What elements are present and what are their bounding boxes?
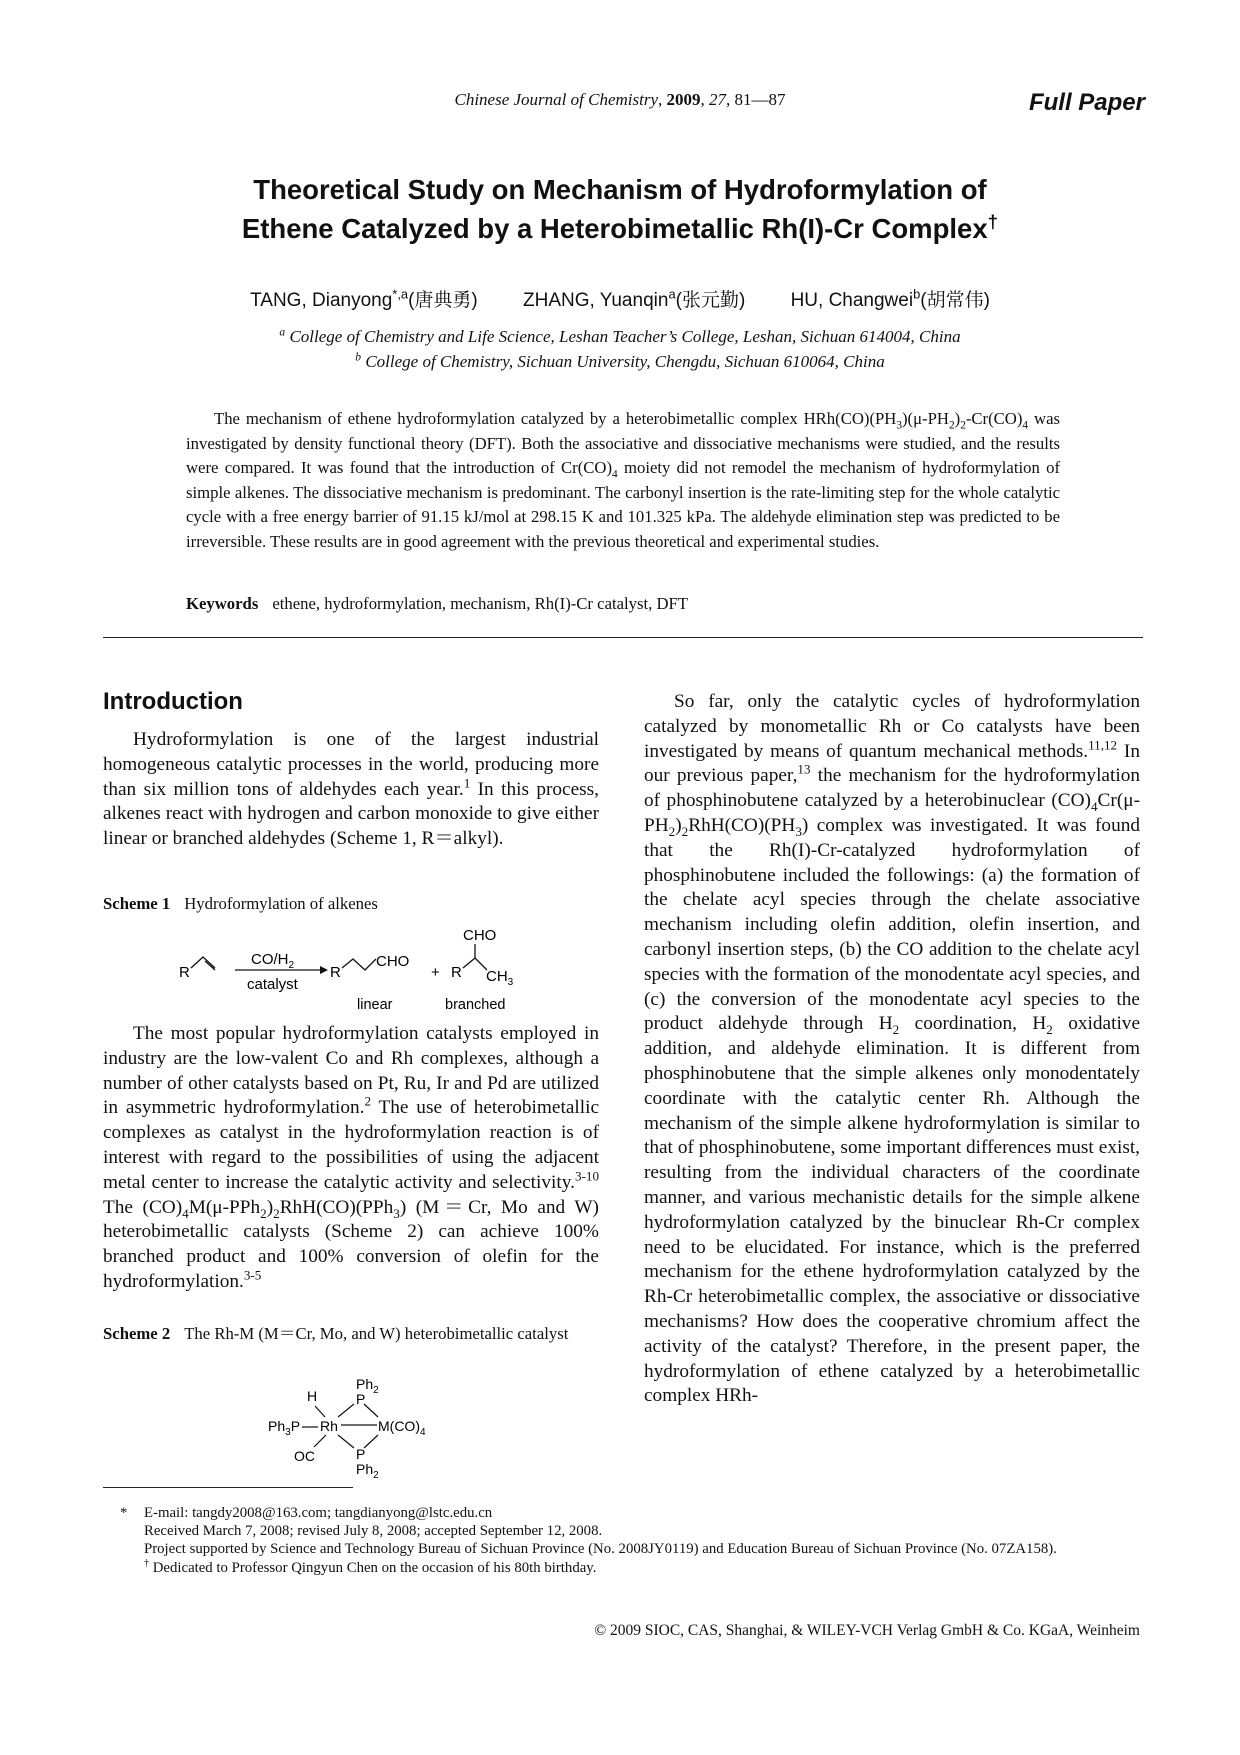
scheme2-ph2-bottom: $Ph_2$ xyxy=(356,1461,379,1481)
affiliation-b: $^b$ College of Chemistry, Sichuan University, Chengdu, Sichuan 610064, China xyxy=(355,349,885,371)
scheme1-branched-chain xyxy=(463,958,487,970)
scheme1-cho-branched: CHO xyxy=(463,927,497,944)
affiliation-a: $^a$ College of Chemistry and Life Science, Leshan Teacher’s College, Leshan, Sichuan 614004, China xyxy=(279,325,961,346)
intro-paragraph-3: So far, only the catalytic cycles of hydroformylation catalyzed by monometallic Rh or Co catalysts have been investigated by means of quantum mechanical methods.$^{11,12}$ In our previous paper,$^{13}$ the mechanism for the hydroformylation of phosphinobutene catalyzed by a heterobinuclear $(CO)_4Cr(\mu-PH_2)_2RhH(CO)(PH_3)$ complex was investigated. It was found that the Rh(I)-Cr-catalyzed hydroformylation of phosphinobutene included the followings: (a) the formation of the chelate acyl species through the chelate associative mechanism including olefin addition, olefin insertion, and carbonyl insertion steps, (b) the CO addition to the chelate acyl species with the formation of the monodentate acyl species, and (c) the conversion of the monodentate acyl species to the product aldehyde through $H_2$ coordination, $H_2$ oxidative addition, and aldehyde elimination. It is different from phosphinobutene that the simple alkenes only monodentately coordinate with the catalytic center Rh. Although the mechanism of the simple alkene hydroformylation is similar to that of phosphinobutene, some important differences must exist, resulting from the individual characters of the coordinate manner, and various mechanistic details for the simple alkene hydroformylation catalyzed by the binuclear Rh-Cr complex need to be elucidated. For instance, which is the preferred mechanism for the ethene hydroformylation catalyzed by the Rh-Cr heterobimetallic complex, the associative or dissociative mechanisms? How does the cooperative chromium affect the activity of the catalyst? Therefore, in the present paper, the hydroformylation of ethene catalyzed by a heterobimetallic complex HRh- xyxy=(644,691,1140,1407)
header-divider xyxy=(103,637,1143,638)
abstract-text: The mechanism of ethene hydroformylation catalyzed by a heterobimetallic complex $HRh(CO)(PH_3)(\mu-PH_2)_2-Cr(CO)_4$ was investigated by density functional theory (DFT). Both the associative and dissociative mechanisms were studied, and the results were compared. It was found that the introduction of $Cr(CO)_4$ moiety did not remodel the mechanism of hydroformylation of simple alkenes. The dissociative mechanism is predominant. The carbonyl insertion is the rate-limiting step for the whole catalytic cycle with a free energy barrier of 91.15 kJ/mol at 298.15 K and 101.325 kPa. The aldehyde elimination step was predicted to be irreversible. These results are in good agreement with the previous theoretical and experimental studies. xyxy=(186,409,1061,551)
scheme1-label: Scheme 1 xyxy=(103,894,171,913)
journal-name: Chinese Journal of Chemistry xyxy=(454,90,658,109)
scheme2-rh: Rh xyxy=(320,1418,338,1434)
scheme1-r-reactant: R xyxy=(179,964,190,981)
abstract xyxy=(186,407,1060,554)
scheme1-r-branched: R xyxy=(451,964,462,981)
scheme1-linear-chain xyxy=(342,959,376,970)
journal-pages: 81—87 xyxy=(734,90,786,109)
keywords-label: Keywords xyxy=(186,594,259,613)
scheme2-ph3p: $Ph_3P$ xyxy=(268,1418,301,1438)
scheme1-label-linear: linear xyxy=(357,997,393,1013)
affiliations xyxy=(120,325,1120,374)
scheme1-reaction-diagram xyxy=(175,928,535,1018)
title-dagger: † xyxy=(987,210,999,232)
scheme1-ch3: $CH_3$ xyxy=(486,968,514,988)
footnote-email: * E-mail: tangdy2008@163.com; tangdianyong@lstc.edu.cn xyxy=(120,1505,493,1521)
scheme2-caption: Scheme 2 The Rh-M (M＝Cr, Mo, and W) heterobimetallic catalyst xyxy=(103,1324,569,1343)
title-line-2: Ethene Catalyzed by a Heterobimetallic Rh(I)-Cr Complex† xyxy=(241,210,999,244)
footnote-dedication: † Dedicated to Professor Qingyun Chen on the occasion of his 80th birthday. xyxy=(144,1557,597,1576)
copyright-notice: © 2009 SIOC, CAS, Shanghai, & WILEY-VCH Verlag GmbH & Co. KGaA, Weinheim xyxy=(594,1622,1140,1639)
section-heading-introduction: Introduction xyxy=(103,688,243,715)
journal-year: 2009 xyxy=(666,90,701,109)
paper-title xyxy=(160,170,1080,248)
author-list xyxy=(120,285,1120,312)
keywords-text: ethene, hydroformylation, mechanism, Rh(I)-Cr catalyst, DFT xyxy=(272,594,689,613)
author-zhang: ZHANG, Yuanqin$^a$(张元勤) xyxy=(523,286,746,311)
footnote-received: Received March 7, 2008; revised July 8, 2008; accepted September 12, 2008. xyxy=(144,1523,603,1540)
journal-citation: Chinese Journal of Chemistry, 2009, 27, 81—87 xyxy=(454,90,786,109)
scheme1-label-branched: branched xyxy=(445,997,506,1013)
keywords xyxy=(186,594,1060,614)
intro-paragraph-1: Hydroformylation is one of the largest industrial homogeneous catalytic processes in the world, producing more than six million tons of aldehydes each year.$^1$ In this process, alkenes react with hydrogen and carbon monoxide to give either linear or branched aldehydes (Scheme 1, R＝alkyl). xyxy=(103,729,599,850)
scheme2-label: Scheme 2 xyxy=(103,1324,171,1343)
scheme2-catalyst-structure xyxy=(260,1375,460,1481)
scheme1-plus: + xyxy=(431,964,440,981)
scheme2-oc: OC xyxy=(294,1448,315,1464)
scheme1-caption: Scheme 1 Hydroformylation of alkenes xyxy=(103,894,378,913)
scheme1-condition: catalyst xyxy=(247,976,298,993)
scheme2-p-top: P xyxy=(356,1391,366,1407)
author-hu: HU, Changwei$^b$(胡常伟) xyxy=(790,286,990,311)
scheme1-cho-linear: CHO xyxy=(376,953,410,970)
footnote-project: Project supported by Science and Technology Bureau of Sichuan Province (No. 2008JY0119) and Education Bureau of Sichuan Province (No. 07ZA158). xyxy=(144,1541,1057,1558)
scheme2-p-bottom: P xyxy=(356,1446,366,1462)
journal-volume: 27 xyxy=(709,90,726,109)
scheme1-reagent: $CO/H_2$ xyxy=(251,951,295,971)
footnotes xyxy=(120,1504,1140,1577)
article-type: Full Paper xyxy=(1028,89,1145,116)
scheme1-r-linear: R xyxy=(330,964,341,981)
scheme2-h: H xyxy=(307,1388,318,1404)
scheme2-metal: $M(CO)_4$ xyxy=(378,1418,426,1438)
title-line-1: Theoretical Study on Mechanism of Hydroformylation of xyxy=(253,174,987,205)
author-tang: TANG, Dianyong$^{*,a}$(唐典勇) xyxy=(250,286,478,311)
scheme2-ph2-top: $Ph_2$ xyxy=(356,1376,379,1396)
footnote-divider xyxy=(103,1487,353,1488)
intro-paragraph-2: The most popular hydroformylation catalysts employed in industry are the low-valent Co and Rh complexes, although a number of other catalysts based on Pt, Ru, Ir and Pd are utilized in asymmetric hydroformylation.$^2$ The use of heterobimetallic complexes as catalyst in the hydroformylation reaction is of interest with regard to the possibilities of using the adjacent metal center to increase the catalytic activity and selectivity.$^{3-10}$ The $(CO)_4M(\mu-PPh_2)_2RhH(CO)(PPh_3)$ (M＝Cr, Mo and W) heterobimetallic catalysts (Scheme 2) can achieve 100% branched product and 100% conversion of olefin for the hydroformylation.$^{3-5}$ xyxy=(103,1023,600,1292)
